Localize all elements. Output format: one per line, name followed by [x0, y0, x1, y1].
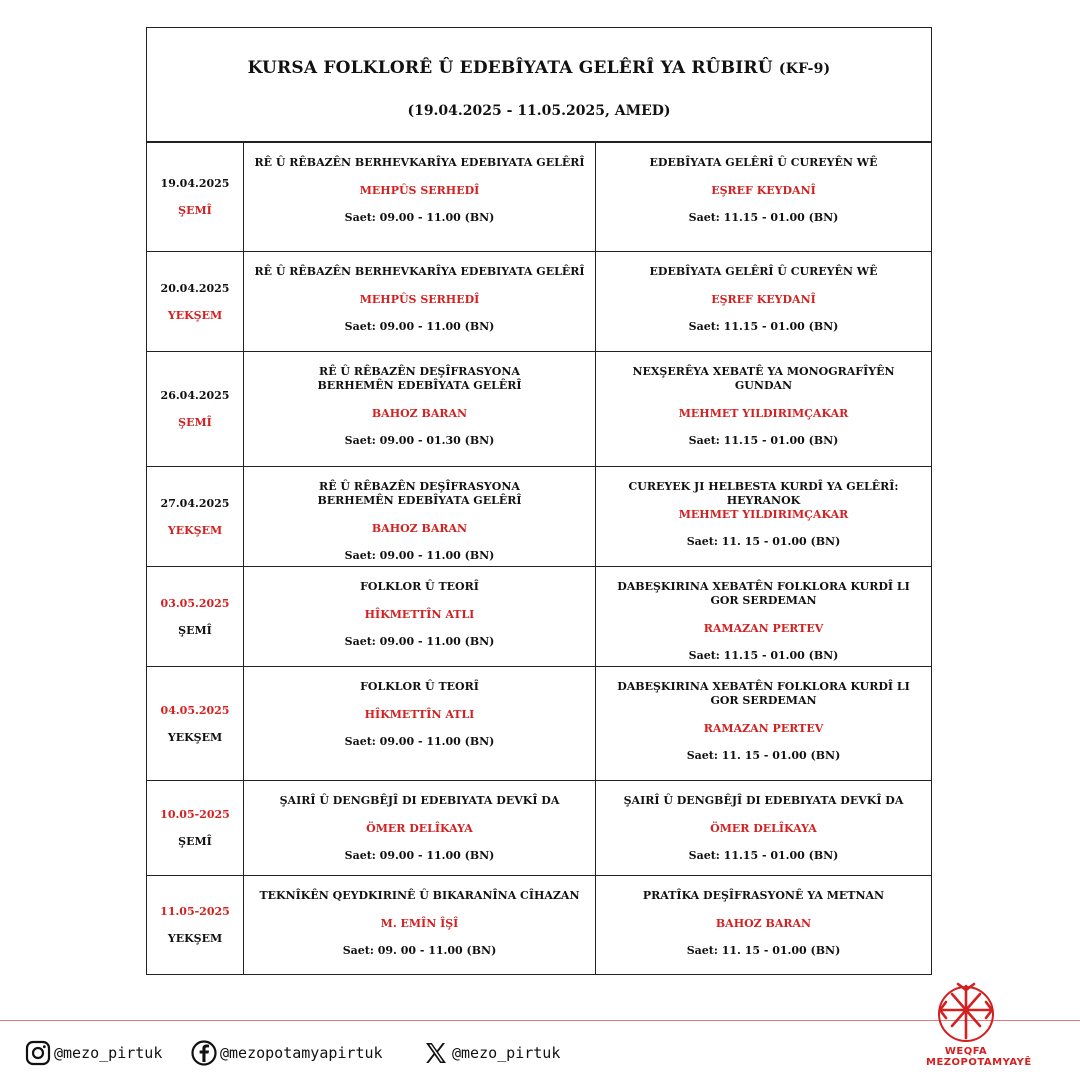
session-time: Saet: 11.15 - 01.00 (BN) [688, 849, 839, 862]
session-teacher: ÖMER DELÎKAYA [710, 822, 817, 835]
session-time: Saet: 11.15 - 01.00 (BN) [688, 649, 839, 662]
session-time: Saet: 09.00 - 11.00 (BN) [344, 320, 495, 333]
instagram-handle: @mezo_pirtuk [54, 1044, 163, 1062]
date-text: 04.05.2025 [160, 703, 230, 717]
session-topic: RÊ Û RÊBAZÊN DEŞÎFRASYONA BERHEMÊN EDEBÎYATA GELÊRÎ [317, 480, 522, 507]
session-time: Saet: 09.00 - 11.00 (BN) [344, 635, 495, 648]
session-topic: EDEBÎYATA GELÊRÎ Û CUREYÊN WÊ [649, 156, 878, 169]
session-time: Saet: 09.00 - 01.30 (BN) [344, 434, 495, 447]
date-text: 19.04.2025 [160, 177, 230, 190]
schedule-row [147, 876, 931, 974]
course-code: (KF-9) [778, 61, 831, 77]
date-text: 20.04.2025 [160, 281, 230, 295]
session-cell [244, 667, 595, 780]
session-cell [244, 567, 595, 666]
schedule-row [147, 467, 931, 567]
session-teacher: BAHOZ BARAN [371, 407, 468, 420]
day-text: YEKŞEM [167, 932, 223, 945]
session-topic: NEXŞERÊYA XEBATÊ YA MONOGRAFÎYÊN GUNDAN [632, 365, 895, 392]
schedule-row [147, 781, 931, 876]
date-cell [147, 467, 244, 566]
instagram-link[interactable] [24, 1036, 162, 1070]
session-topic: ŞAIRÎ Û DENGBÊJÎ DI EDEBIYATA DEVKÎ DA [279, 794, 560, 807]
session-cell [595, 667, 931, 780]
date-cell [147, 876, 244, 974]
session-topic: CUREYEK JI HELBESTA KURDÎ YA GELÊRÎ: HEYRANOK [628, 480, 899, 507]
session-time: Saet: 09. 00 - 11.00 (BN) [342, 944, 497, 957]
session-cell [244, 467, 595, 566]
schedule-table [146, 27, 932, 975]
session-teacher: EŞREF KEYDANÎ [711, 293, 816, 306]
session-topic: PRATÎKA DEŞÎFRASYONÊ YA METNAN [642, 889, 885, 902]
date-cell [147, 352, 244, 466]
date-text: 26.04.2025 [160, 389, 230, 402]
day-text: YEKŞEM [167, 308, 223, 322]
session-cell [244, 143, 595, 251]
session-teacher: HÎKMETTÎN ATLI [364, 608, 475, 621]
session-teacher: EŞREF KEYDANÎ [711, 184, 816, 197]
mezopotamya-logo-icon [930, 980, 1002, 1042]
session-time: Saet: 11. 15 - 01.00 (BN) [686, 749, 841, 762]
day-text: ŞEMÎ [178, 416, 212, 429]
schedule-row [147, 567, 931, 667]
date-text: 11.05-2025 [160, 905, 230, 918]
session-time: Saet: 11. 15 - 01.00 (BN) [686, 944, 841, 957]
date-text: 27.04.2025 [160, 496, 230, 510]
facebook-handle: @mezopotamyapirtuk [220, 1044, 383, 1062]
page-title [147, 28, 931, 78]
facebook-icon [190, 1039, 218, 1067]
x-icon [422, 1039, 450, 1067]
session-time: Saet: 09.00 - 11.00 (BN) [344, 849, 495, 862]
schedule-row [147, 143, 931, 252]
session-topic: DABEŞKIRINA XEBATÊN FOLKLORA KURDÎ LI GOR SERDEMAN [617, 580, 910, 607]
session-topic: FOLKLOR Û TEORÎ [360, 580, 479, 593]
session-topic: RÊ Û RÊBAZÊN BERHEVKARÎYA EDEBIYATA GELÊRÎ [254, 156, 585, 169]
logo-line-2: MEZOPOTAMYAYÊ [926, 1057, 1032, 1068]
day-text: ŞEMÎ [178, 835, 212, 848]
session-teacher: MEHPÛS SERHEDÎ [359, 184, 480, 197]
session-teacher: MEHMET YILDIRIMÇAKAR [678, 508, 849, 521]
session-topic: DABEŞKIRINA XEBATÊN FOLKLORA KURDÎ LI GOR SERDEMAN [617, 680, 910, 707]
day-text: YEKŞEM [167, 523, 223, 537]
day-text: ŞEMÎ [178, 204, 212, 217]
session-topic: EDEBÎYATA GELÊRÎ Û CUREYÊN WÊ [649, 265, 878, 278]
session-topic: ŞAIRÎ Û DENGBÊJÎ DI EDEBIYATA DEVKÎ DA [623, 794, 904, 807]
session-cell [244, 352, 595, 466]
session-cell [595, 352, 931, 466]
session-cell [595, 567, 931, 666]
session-time: Saet: 09.00 - 11.00 (BN) [344, 735, 495, 748]
session-topic: TEKNÎKÊN QEYDKIRINÊ Û BIKARANÎNA CÎHAZAN [259, 889, 580, 902]
date-cell [147, 781, 244, 875]
session-cell [244, 252, 595, 351]
schedule-row [147, 252, 931, 352]
session-teacher: HÎKMETTÎN ATLI [364, 708, 475, 721]
x-link[interactable] [422, 1036, 560, 1070]
date-cell [147, 667, 244, 780]
session-time: Saet: 09.00 - 11.00 (BN) [344, 549, 495, 562]
session-topic: FOLKLOR Û TEORÎ [360, 680, 479, 693]
session-cell [244, 781, 595, 875]
date-cell [147, 252, 244, 351]
session-cell [595, 143, 931, 251]
date-text: 10.05-2025 [160, 808, 230, 821]
day-text: ŞEMÎ [178, 623, 212, 637]
session-topic: RÊ Û RÊBAZÊN DEŞÎFRASYONA BERHEMÊN EDEBÎYATA GELÊRÎ [317, 365, 522, 392]
session-teacher: MEHPÛS SERHEDÎ [359, 293, 480, 306]
session-teacher: ÖMER DELÎKAYA [366, 822, 473, 835]
instagram-icon [24, 1039, 52, 1067]
schedule-row [147, 667, 931, 781]
session-teacher: MEHMET YILDIRIMÇAKAR [678, 407, 849, 420]
session-cell [595, 781, 931, 875]
session-topic: RÊ Û RÊBAZÊN BERHEVKARÎYA EDEBIYATA GELÊRÎ [254, 265, 585, 278]
facebook-link[interactable] [190, 1036, 383, 1070]
session-time: Saet: 11.15 - 01.00 (BN) [688, 211, 839, 224]
session-cell [244, 876, 595, 974]
schedule-header [147, 28, 931, 143]
session-cell [595, 467, 931, 566]
date-cell [147, 143, 244, 251]
schedule-row [147, 352, 931, 467]
course-dates: (19.04.2025 - 11.05.2025, AMED) [407, 103, 671, 119]
day-text: YEKŞEM [167, 730, 223, 744]
footer-divider [0, 1020, 1080, 1021]
session-teacher: RAMAZAN PERTEV [703, 622, 824, 635]
session-cell [595, 876, 931, 974]
date-cell [147, 567, 244, 666]
foundation-logo [926, 980, 1032, 1075]
session-teacher: BAHOZ BARAN [371, 522, 468, 535]
session-time: Saet: 11.15 - 01.00 (BN) [688, 434, 839, 447]
session-teacher: RAMAZAN PERTEV [703, 722, 824, 735]
session-time: Saet: 11.15 - 01.00 (BN) [688, 320, 839, 333]
date-text: 03.05.2025 [160, 596, 230, 610]
session-teacher: M. EMÎN ÎŞÎ [380, 917, 459, 930]
title-text: KURSA FOLKLORÊ Û EDEBÎYATA GELÊRÎ YA RÛBIRÛ [247, 58, 773, 78]
logo-line-1: WEQFA [944, 1046, 988, 1057]
x-handle: @mezo_pirtuk [452, 1044, 561, 1062]
session-teacher: BAHOZ BARAN [715, 917, 812, 930]
session-time: Saet: 09.00 - 11.00 (BN) [344, 211, 495, 224]
session-cell [595, 252, 931, 351]
session-time: Saet: 11. 15 - 01.00 (BN) [686, 535, 841, 548]
